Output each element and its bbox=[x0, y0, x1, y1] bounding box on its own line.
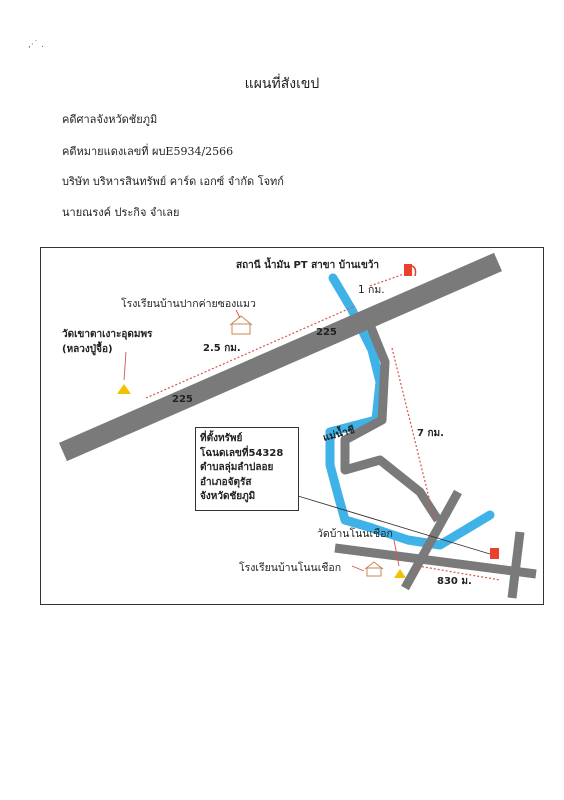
road-225-upper: 225 bbox=[316, 327, 337, 338]
scan-marks: ,·˙ . bbox=[28, 40, 44, 50]
plaintiff-line: บริษัท บริหารสินทรัพย์ คาร์ด เอกซ์ จำกัด โจทก์ bbox=[62, 175, 284, 188]
school-icon bbox=[230, 316, 252, 334]
village-road-east bbox=[512, 532, 520, 598]
highway-225 bbox=[63, 262, 498, 452]
river-label: แม่น้ำชี bbox=[321, 424, 356, 444]
gas-pump-icon bbox=[404, 264, 416, 276]
school-icon-non-chueak bbox=[365, 562, 383, 576]
road-225-lower: 225 bbox=[172, 394, 193, 405]
property-deed: โฉนดเลขที่54328 bbox=[200, 447, 284, 459]
property-info-box bbox=[195, 427, 299, 511]
defendant-line: นายณรงค์ ประกิจ จำเลย bbox=[62, 206, 180, 219]
temple-non-chueak-label: วัดบ้านโนนเชือก bbox=[317, 528, 393, 540]
distance-7km: 7 กม. bbox=[417, 428, 444, 439]
temple-label-line2: (หลวงปู่จื้อ) bbox=[62, 344, 113, 355]
school-non-chueak-label: โรงเรียนบ้านโนนเชือก bbox=[239, 562, 342, 574]
gas-station-label: สถานี น้ำมัน PT สาขา บ้านเขว้า bbox=[236, 260, 380, 271]
court-name: คดีศาลจังหวัดชัยภูมิ bbox=[62, 113, 158, 126]
village-road-horizontal bbox=[335, 548, 536, 574]
distance-830m: 830 ม. bbox=[437, 576, 472, 587]
distance-2-5km: 2.5 กม. bbox=[203, 343, 241, 354]
property-district: อำเภอจัตุรัส bbox=[200, 476, 252, 488]
property-subdistrict: ตำบลลุ่มลำปลอย bbox=[200, 462, 274, 473]
temple-icon bbox=[117, 384, 131, 394]
temple-label-line1: วัดเขาตาเงาะอุดมพร bbox=[62, 329, 153, 340]
pointer-school bbox=[236, 310, 240, 318]
property-marker bbox=[490, 548, 499, 559]
property-province: จังหวัดชัยภูมิ bbox=[200, 491, 256, 502]
pointer-temple bbox=[124, 352, 126, 380]
school-pak-khai-label: โรงเรียนบ้านปากค่ายซองแมว bbox=[121, 298, 256, 310]
distance-1km: 1 กม. bbox=[358, 284, 385, 296]
temple-icon-non-chueak bbox=[394, 569, 406, 578]
property-title: ที่ตั้งทรัพย์ bbox=[200, 433, 243, 444]
page-title: แผนที่สังเขป bbox=[244, 76, 320, 92]
pointer-school-nc bbox=[352, 566, 364, 571]
route-to-temple bbox=[146, 306, 355, 398]
property-pointer bbox=[298, 496, 490, 554]
case-number: คดีหมายแดงเลขที่ ผบE5934/2566 bbox=[62, 145, 234, 158]
